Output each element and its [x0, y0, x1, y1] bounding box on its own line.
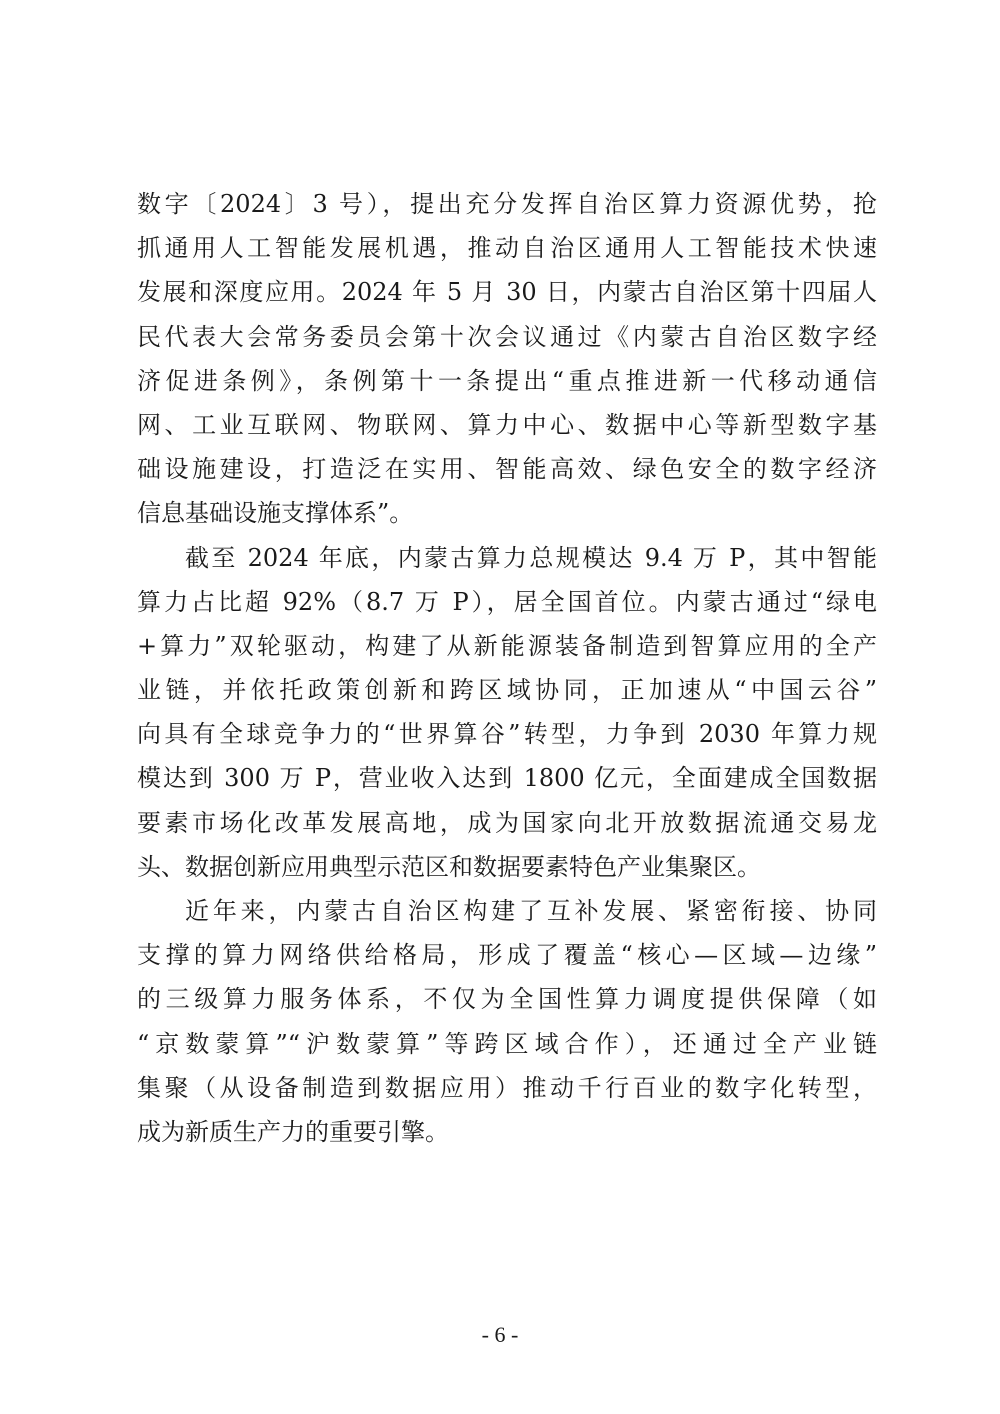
text-line: 信息基础设施支撑体系”。 [137, 499, 414, 528]
text-line: 础设施建设，打造泛在实用、智能高效、绿色安全的数字经济 [137, 455, 877, 484]
text-line: 民代表大会常务委员会第十次会议通过《内蒙古自治区数字经 [137, 322, 877, 351]
text-line: 数字〔2024〕3 号），提出充分发挥自治区算力资源优势，抢 [137, 190, 877, 218]
text-line: 向具有全球竞争力的“世界算谷”转型，力争到 2030 年算力规 [137, 720, 877, 749]
text-line: 头、数据创新应用典型示范区和数据要素特色产业集聚区。 [137, 852, 761, 881]
paragraph-1 [137, 182, 877, 536]
text-line: 截至 2024 年底，内蒙古算力总规模达 9.4 万 P，其中智能 [185, 543, 877, 572]
page-number: - 6 - [481, 1322, 519, 1347]
text-line: +算力”双轮驱动，构建了从新能源装备制造到智算应用的全产 [137, 631, 877, 660]
text-line: 模达到 300 万 P，营业收入达到 1800 亿元，全面建成全国数据 [137, 764, 877, 793]
text-line: 发展和深度应用。2024 年 5 月 30 日，内蒙古自治区第十四届人 [137, 278, 877, 307]
text-line: 近年来，内蒙古自治区构建了互补发展、紧密衔接、协同 [185, 897, 877, 925]
text-line: 济促进条例》，条例第十一条提出“重点推进新一代移动通信 [137, 366, 877, 395]
text-line: 成为新质生产力的重要引擎。 [137, 1117, 449, 1146]
text-line: 算力占比超 92%（8.7 万 P），居全国首位。内蒙古通过“绿电 [137, 587, 877, 616]
text-line: 要素市场化改革发展高地，成为国家向北开放数据流通交易龙 [137, 808, 877, 837]
body-text [137, 182, 877, 1154]
text-line: “京数蒙算”“沪数蒙算”等跨区域合作），还通过全产业链 [137, 1029, 877, 1058]
text-line: 支撑的算力网络供给格局，形成了覆盖“核心—区域—边缘” [137, 941, 877, 970]
text-line: 集聚（从设备制造到数据应用）推动千行百业的数字化转型， [137, 1073, 877, 1102]
paragraph-3 [137, 889, 877, 1154]
text-line: 网、工业互联网、物联网、算力中心、数据中心等新型数字基 [137, 410, 877, 439]
text-line: 业链，并依托政策创新和跨区域协同，正加速从“中国云谷” [137, 676, 877, 705]
text-line: 的三级算力服务体系，不仅为全国性算力调度提供保障（如 [137, 985, 877, 1014]
text-line: 抓通用人工智能发展机遇，推动自治区通用人工智能技术快速 [137, 234, 877, 263]
paragraph-2 [137, 536, 877, 890]
